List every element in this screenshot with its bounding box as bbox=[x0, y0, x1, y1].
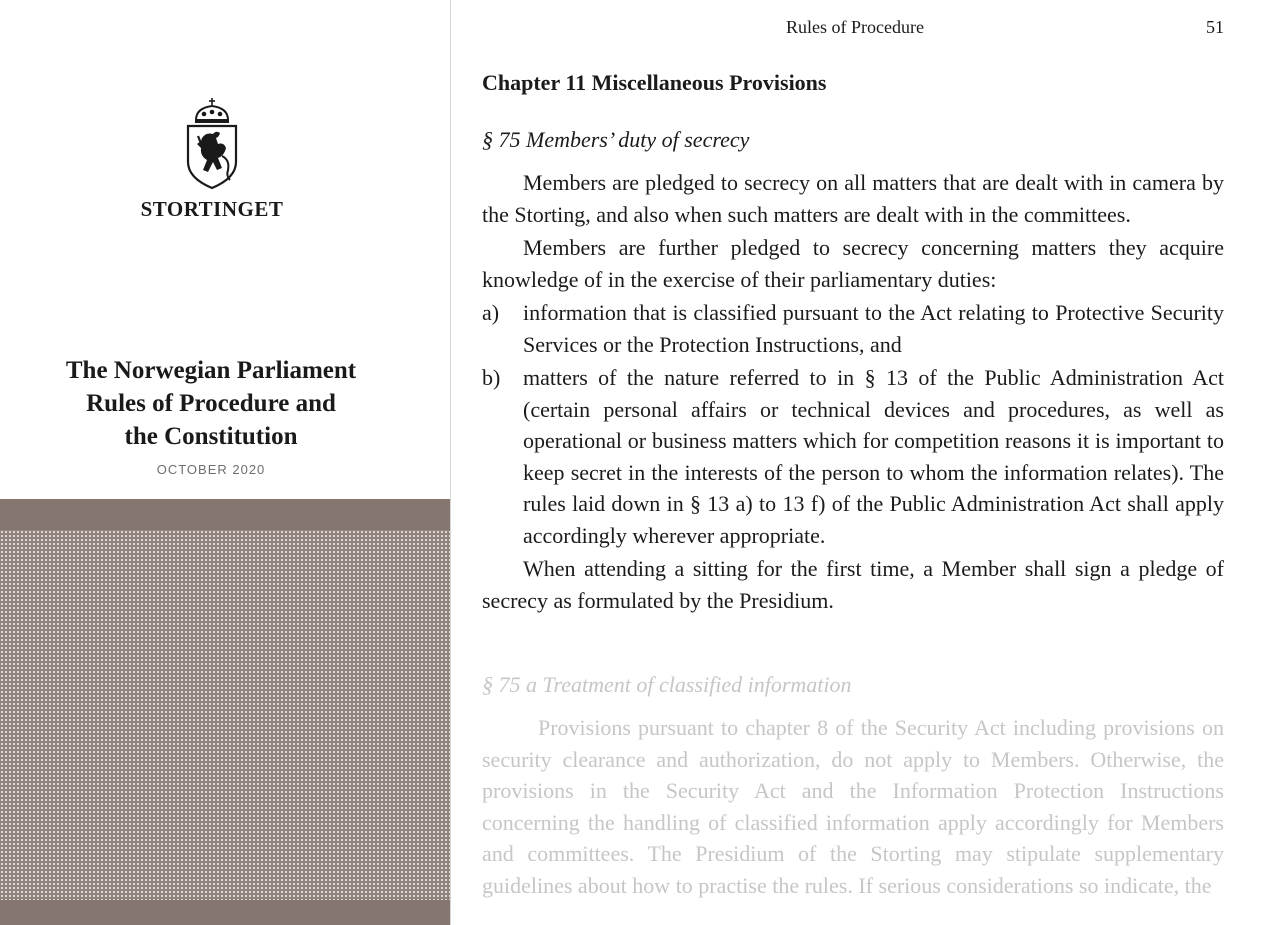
chapter-heading: Chapter 11 Miscellaneous Provisions bbox=[482, 70, 827, 95]
cover-panel bbox=[0, 0, 450, 925]
document-page bbox=[482, 0, 1224, 925]
list-item-text: information that is classified pursuant to the Act relating to Protective Security Services or the Protection Instructions, and bbox=[523, 300, 1224, 357]
section-heading: § 75 Members’ duty of secrecy bbox=[482, 127, 750, 152]
paragraph: Members are pledged to secrecy on all matters that are dealt with in camera by the Storting, and also when such matters are dealt with in the committees. bbox=[482, 170, 1224, 227]
list-marker: a) bbox=[482, 300, 500, 325]
cover-title-line: The Norwegian Parliament bbox=[65, 357, 357, 384]
section-heading: § 75 a Treatment of classified information bbox=[482, 672, 852, 697]
brand-name: STORTINGET bbox=[140, 197, 284, 221]
cover-title-line: Rules of Procedure and bbox=[86, 390, 336, 417]
cover-title bbox=[0, 354, 422, 453]
cover-dot-pattern bbox=[0, 530, 450, 900]
paragraph: Members are further pledged to secrecy concerning matters they acquire knowledge of in the exercise of their parliamentary duties: bbox=[482, 235, 1224, 292]
page-number: 51 bbox=[1206, 17, 1224, 37]
cover-title-line: the Constitution bbox=[124, 423, 298, 450]
list-item-text: matters of the nature referred to in § 13 of the Public Administration Act (certain personal affairs or technical devices and procedures, as well as operational or business matters which for competition reasons it is important to keep secret in the interests of the person to whom the information relates). The rules laid down in § 13 a) to 13 f) of the Public Administration Act shall apply accordingly wherever appropriate. bbox=[523, 365, 1224, 548]
paragraph: Provisions pursuant to chapter 8 of the Security Act including provisions on security clearance and authorization, do not apply to Members. Otherwise, the provisions in the Security Act and the Information Protection Instructions concerning the handling of classified information apply accordingly for Members and committees. The Presidium of the Storting may stipulate supplementary guidelines about how to practise the rules. If serious considerations so indicate, the bbox=[482, 715, 1224, 898]
list-item bbox=[482, 297, 1224, 360]
section-75 bbox=[482, 127, 1224, 616]
running-title: Rules of Procedure bbox=[786, 17, 924, 37]
list-item bbox=[482, 362, 1224, 551]
list bbox=[482, 297, 1224, 551]
section-75a bbox=[482, 672, 1224, 901]
paragraph: When attending a sitting for the first time, a Member shall sign a pledge of secrecy as formulated by the Presidium. bbox=[482, 556, 1224, 613]
list-marker: b) bbox=[482, 365, 501, 390]
crowned-lion-crest-icon bbox=[186, 98, 238, 190]
page-divider bbox=[450, 0, 451, 925]
cover-date: OCTOBER 2020 bbox=[156, 462, 266, 477]
